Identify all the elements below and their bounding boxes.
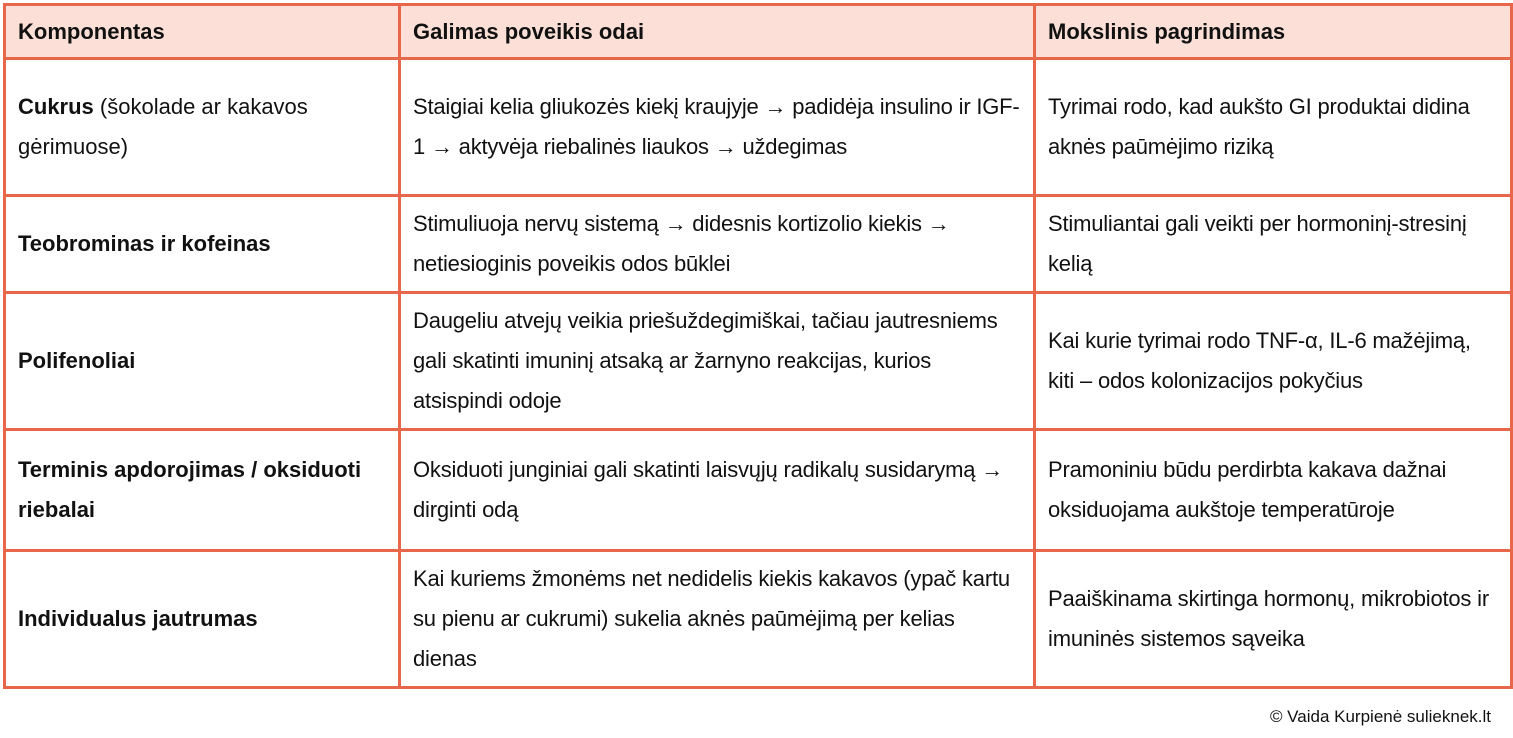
table-row (5, 196, 1512, 293)
evidence-cell: Tyrimai rodo, kad aukšto GI produktai didina aknės paūmėjimo riziką (1035, 59, 1512, 196)
skin-effects-table (3, 3, 1513, 689)
effect-cell: Kai kuriems žmonėms net nedidelis kiekis kakavos (ypač kartu su pienu ar cukrumi) sukelia aknės paūmėjimą per kelias dienas (400, 551, 1035, 688)
evidence-cell: Stimuliantai gali veikti per hormoninį-stresinį kelią (1035, 196, 1512, 293)
effect-cell: Oksiduoti junginiai gali skatinti laisvųjų radikalų susidarymą → dirginti odą (400, 430, 1035, 551)
effect-cell: Daugeliu atvejų veikia priešuždegimiškai, tačiau jautresniems gali skatinti imuninį atsaką ar žarnyno reakcijas, kurios atsispindi odoje (400, 293, 1035, 430)
table-header-row (5, 5, 1512, 59)
effect-cell: Staigiai kelia gliukozės kiekį kraujyje → padidėja insulino ir IGF-1 → aktyvėja riebalinės liaukos → uždegimas (400, 59, 1035, 196)
component-cell (5, 293, 400, 430)
evidence-cell: Paaiškinama skirtinga hormonų, mikrobiotos ir imuninės sistemos sąveika (1035, 551, 1512, 688)
component-cell (5, 551, 400, 688)
component-cell (5, 430, 400, 551)
skin-effects-table-container (3, 3, 1510, 689)
table-row (5, 551, 1512, 688)
component-name: Polifenoliai (18, 348, 136, 373)
effect-cell: Stimuliuoja nervų sistemą → didesnis kortizolio kiekis → netiesioginis poveikis odos būklei (400, 196, 1035, 293)
header-evidence: Mokslinis pagrindimas (1035, 5, 1512, 59)
component-name: Teobrominas ir kofeinas (18, 231, 271, 256)
header-component: Komponentas (5, 5, 400, 59)
table-row (5, 59, 1512, 196)
table-row (5, 293, 1512, 430)
component-cell (5, 196, 400, 293)
component-name: Cukrus (18, 94, 94, 119)
copyright-footer: © Vaida Kurpienė sulieknek.lt (1269, 707, 1491, 726)
header-effect: Galimas poveikis odai (400, 5, 1035, 59)
evidence-cell: Kai kurie tyrimai rodo TNF-α, IL-6 mažėjimą, kiti – odos kolonizacijos pokyčius (1035, 293, 1512, 430)
component-name: Terminis apdorojimas / oksiduoti riebalai (18, 457, 362, 522)
component-name: Individualus jautrumas (18, 606, 258, 631)
component-cell (5, 59, 400, 196)
component-note: (šokolade ar kakavos gėrimuose) (18, 94, 308, 159)
evidence-cell: Pramoniniu būdu perdirbta kakava dažnai oksiduojama aukštoje temperatūroje (1035, 430, 1512, 551)
table-row (5, 430, 1512, 551)
